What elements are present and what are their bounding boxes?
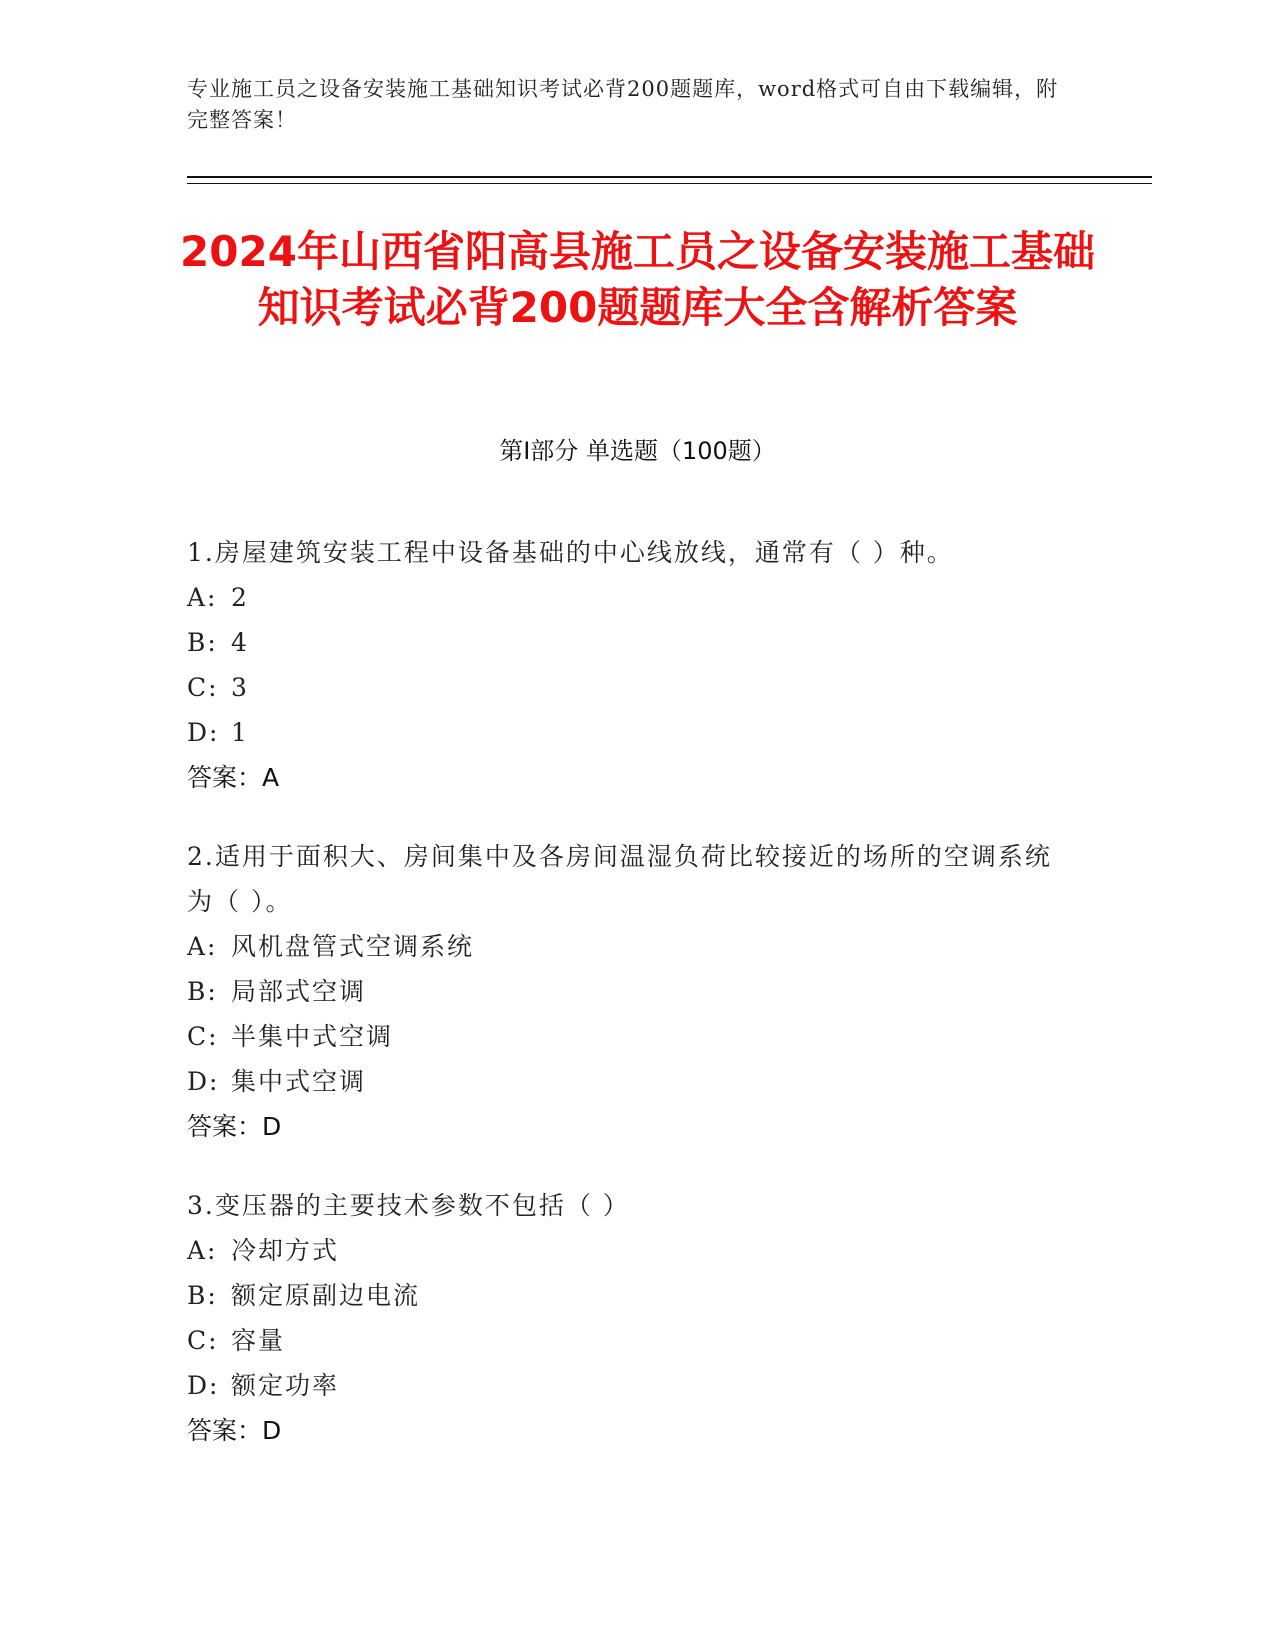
option-text: 2 bbox=[231, 583, 249, 612]
option-text: 风机盘管式空调系统 bbox=[231, 932, 475, 961]
option-letter: D: bbox=[187, 1067, 220, 1096]
option-text: 1 bbox=[231, 718, 249, 747]
question-stem: 2.适用于面积大、房间集中及各房间温湿负荷比较接近的场所的空调系统为（ ）。 bbox=[187, 842, 1052, 916]
question-list bbox=[187, 530, 1067, 1487]
option-letter: C: bbox=[187, 1326, 219, 1355]
option-a bbox=[187, 575, 1067, 620]
option-letter: D: bbox=[187, 1371, 220, 1400]
option-text: 集中式空调 bbox=[231, 1067, 367, 1096]
option-d bbox=[187, 1059, 1067, 1104]
document-title: 2024年山西省阳高县施工员之设备安装施工基础知识考试必背200题题库大全含解析答案 bbox=[180, 227, 1095, 332]
question-2 bbox=[187, 834, 1067, 1149]
option-c bbox=[187, 1318, 1067, 1363]
option-letter: A: bbox=[187, 932, 218, 961]
option-letter: A: bbox=[187, 583, 218, 612]
option-letter: B: bbox=[187, 977, 218, 1006]
option-letter: B: bbox=[187, 628, 218, 657]
question-1 bbox=[187, 530, 1067, 800]
option-text: 4 bbox=[231, 628, 249, 657]
option-text: 冷却方式 bbox=[231, 1236, 340, 1265]
option-text: 容量 bbox=[231, 1326, 286, 1355]
option-b bbox=[187, 620, 1067, 665]
option-letter: B: bbox=[187, 1281, 218, 1310]
option-letter: C: bbox=[187, 1022, 219, 1051]
option-b bbox=[187, 969, 1067, 1014]
option-b bbox=[187, 1273, 1067, 1318]
option-c bbox=[187, 665, 1067, 710]
answer-line: 答案：D bbox=[187, 1416, 282, 1445]
option-text: 额定原副边电流 bbox=[231, 1281, 421, 1310]
header-note: 专业施工员之设备安装施工基础知识考试必背200题题库，word格式可自由下载编辑，附完整答案！ bbox=[187, 77, 1059, 132]
question-stem: 1.房屋建筑安装工程中设备基础的中心线放线，通常有（ ）种。 bbox=[187, 538, 954, 567]
option-d bbox=[187, 1363, 1067, 1408]
option-a bbox=[187, 924, 1067, 969]
option-text: 额定功率 bbox=[231, 1371, 340, 1400]
section-title: 第I部分 单选题（100题） bbox=[499, 437, 776, 465]
option-letter: A: bbox=[187, 1236, 218, 1265]
answer-line: 答案：D bbox=[187, 1112, 282, 1141]
option-text: 3 bbox=[231, 673, 249, 702]
header-divider-thin bbox=[187, 183, 1152, 184]
option-text: 局部式空调 bbox=[231, 977, 367, 1006]
option-c bbox=[187, 1014, 1067, 1059]
option-d bbox=[187, 710, 1067, 755]
answer-line: 答案：A bbox=[187, 763, 280, 792]
option-letter: C: bbox=[187, 673, 219, 702]
question-stem: 3.变压器的主要技术参数不包括（ ） bbox=[187, 1191, 630, 1220]
option-text: 半集中式空调 bbox=[231, 1022, 394, 1051]
question-3 bbox=[187, 1183, 1067, 1453]
option-letter: D: bbox=[187, 718, 220, 747]
option-a bbox=[187, 1228, 1067, 1273]
header-divider-thick bbox=[187, 176, 1152, 178]
